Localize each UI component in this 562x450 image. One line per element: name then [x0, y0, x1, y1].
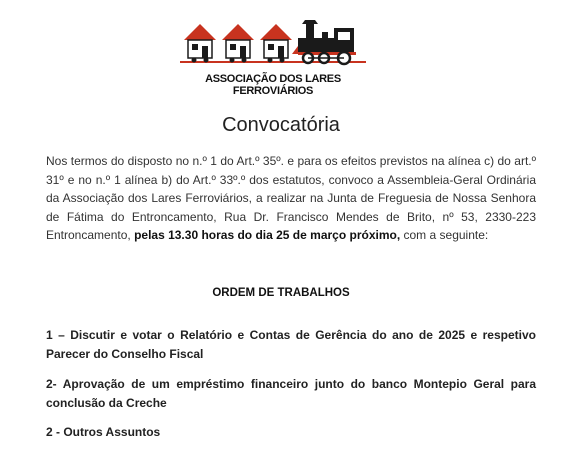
agenda-item: 2 - Outros Assuntos	[46, 425, 161, 439]
houses-and-steam-train-logo-icon	[178, 16, 368, 72]
agenda-item: 1 – Discutir e votar o Relatório e Contas de Gerência do ano de 2025 e respetivo Parecer do Conselho Fiscal	[46, 328, 536, 361]
organization-name: ASSOCIAÇÃO DOS LARES FERROVIÁRIOS	[205, 73, 341, 97]
page-title: Convocatória	[222, 114, 340, 136]
meeting-time: pelas 13.30 horas do dia 25 de março próximo,	[134, 228, 401, 242]
intro-text-before: Nos termos do disposto no n.º 1 do Art.º 35º. e para os efeitos previstos na alínea c) do art.º 31º e no n.º 1 alínea b) do Art.º 33º.º dos estatutos, convoco a Assembleia-Geral Ordinária da Associação dos Lares Ferroviários, a realizar na Junta de Freguesia de Nossa Senhora de Fátima do Entroncamento, Rua Dr. Francisco Mendes de Brito, nº 53, 2330-223 Entroncamento,	[46, 154, 536, 242]
agenda-heading: ORDEM DE TRABALHOS	[212, 287, 350, 299]
convocation-paragraph	[46, 152, 536, 245]
agenda-item: 2- Aprovação de um empréstimo financeiro junto do banco Montepio Geral para conclusão da Creche	[46, 377, 536, 410]
intro-text-after: com a seguinte:	[400, 228, 489, 242]
organization-logo	[178, 16, 368, 97]
